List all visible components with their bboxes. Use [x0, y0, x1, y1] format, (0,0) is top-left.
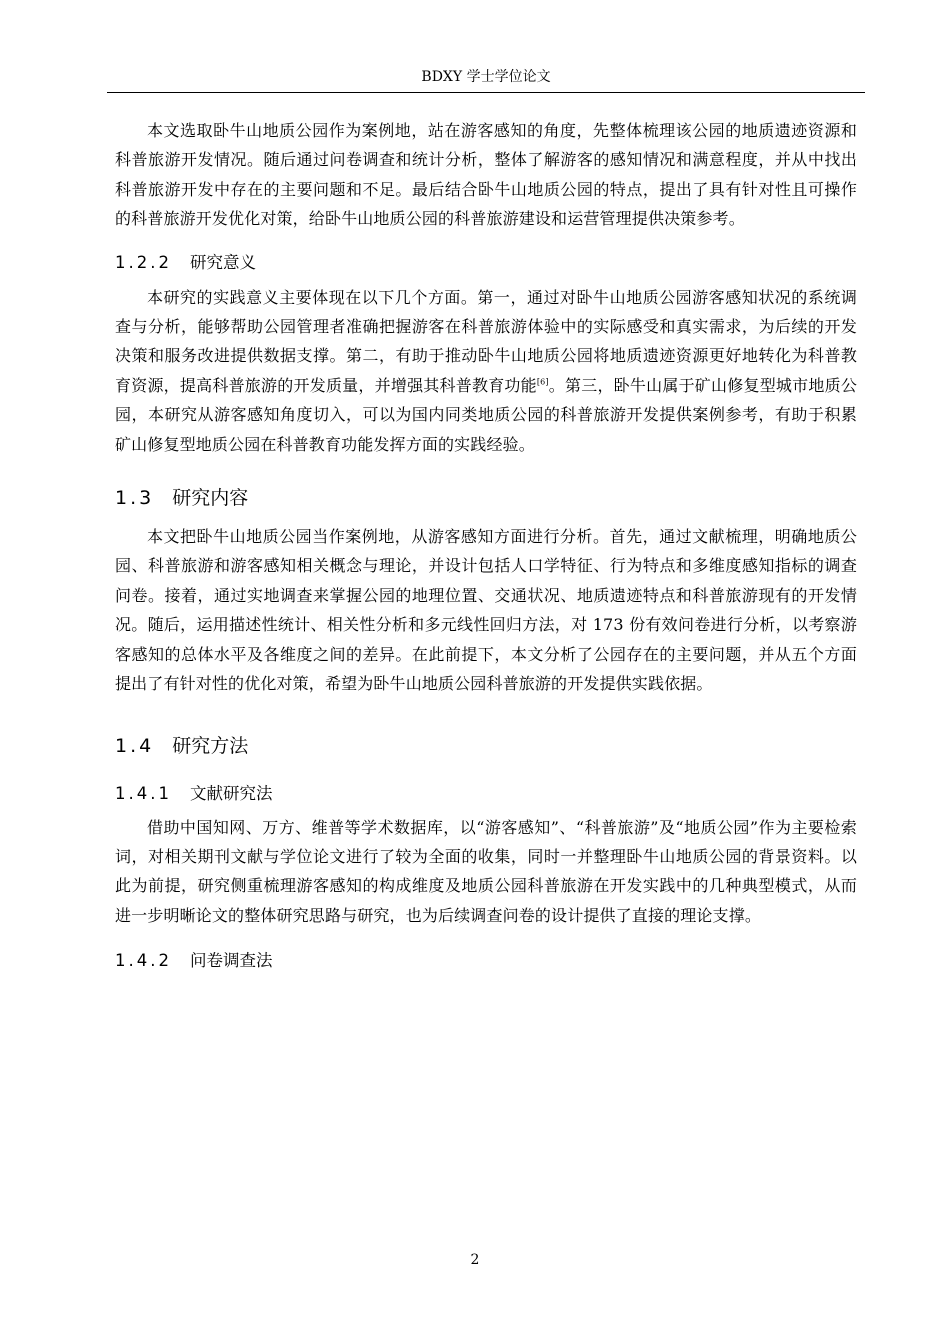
citation-superscript: [6] [536, 377, 549, 387]
heading-title: 研究意义 [189, 252, 256, 272]
page-number: 2 [470, 1252, 480, 1268]
header-rule [107, 92, 865, 93]
heading-1-4-2 [115, 949, 857, 973]
heading-title: 问卷调查法 [189, 951, 273, 971]
running-header: BDXY 学士学位论文 [421, 69, 551, 85]
heading-1-2-2 [115, 251, 857, 275]
heading-title: 研究内容 [172, 487, 249, 510]
page-body [115, 116, 857, 973]
heading-1-4 [115, 733, 857, 759]
paragraph-literature-method: 借助中国知网、万方、维普等学术数据库，以“游客感知”、“科普旅游”及“地质公园”作为主要检索词，对相关期刊文献与学位论文进行了较为全面的收集，同时一并整理卧牛山地质公园的背景资料。以此为前提，研究侧重梳理游客感知的构成维度及地质公园科普旅游在开发实践中的几种典型模式，从而进一步明晰论文的整体研究思路与研究，也为后续调查问卷的设计提供了直接的理论支撑。 [115, 817, 857, 925]
paragraph-significance-part-b: 。第三，卧牛山属于矿山修复型城市地质公园，本研究从游客感知角度切入，可以为国内同类地质公园的科普旅游开发提供案例参考，有助于积累矿山修复型地质公园在科普教育功能发挥方面的实践经验。 [115, 375, 857, 454]
heading-number: 1.2.2 [115, 252, 172, 272]
heading-1-3 [115, 485, 857, 511]
heading-number: 1.4.1 [115, 783, 172, 803]
paragraph-significance-part-a: 本研究的实践意义主要体现在以下几个方面。第一，通过对卧牛山地质公园游客感知状况的系统调查与分析，能够帮助公园管理者准确把握游客在科普旅游体验中的实际感受和真实需求，为后续的开发决策和服务改进提供数据支撑。第二，有助于推动卧牛山地质公园将地质遗迹资源更好地转化为科普教育资源，提高科普旅游的开发质量，并增强其科普教育功能 [115, 287, 857, 395]
heading-number: 1.4.2 [115, 951, 172, 971]
heading-number: 1.4 [115, 734, 155, 757]
heading-title: 研究方法 [172, 734, 249, 757]
paragraph-research-content: 本文把卧牛山地质公园当作案例地，从游客感知方面进行分析。首先，通过文献梳理，明确地质公园、科普旅游和游客感知相关概念与理论，并设计包括人口学特征、行为特点和多维度感知指标的调查问卷。接着，通过实地调查来掌握公园的地理位置、交通状况、地质遗迹特点和科普旅游现有的开发情况。随后，运用描述性统计、相关性分析和多元线性回归方法，对 173 份有效问卷进行分析，以考察游客感知的总体水平及各维度之间的差异。在此前提下，本文分析了公园存在的主要问题，并从五个方面提出了有针对性的优化对策，希望为卧牛山地质公园科普旅游的开发提供实践依据。 [115, 527, 857, 694]
paragraph-intro: 本文选取卧牛山地质公园作为案例地，站在游客感知的角度，先整体梳理该公园的地质遗迹资源和科普旅游开发情况。随后通过问卷调查和统计分析，整体了解游客的感知情况和满意程度，并从中找出科普旅游开发中存在的主要问题和不足。最后结合卧牛山地质公园的特点，提出了具有针对性且可操作的科普旅游开发优化对策，给卧牛山地质公园的科普旅游建设和运营管理提供决策参考。 [115, 121, 857, 229]
paragraph-significance [115, 283, 857, 459]
heading-1-4-1 [115, 782, 857, 806]
heading-title: 文献研究法 [189, 783, 273, 803]
heading-number: 1.3 [115, 487, 155, 510]
